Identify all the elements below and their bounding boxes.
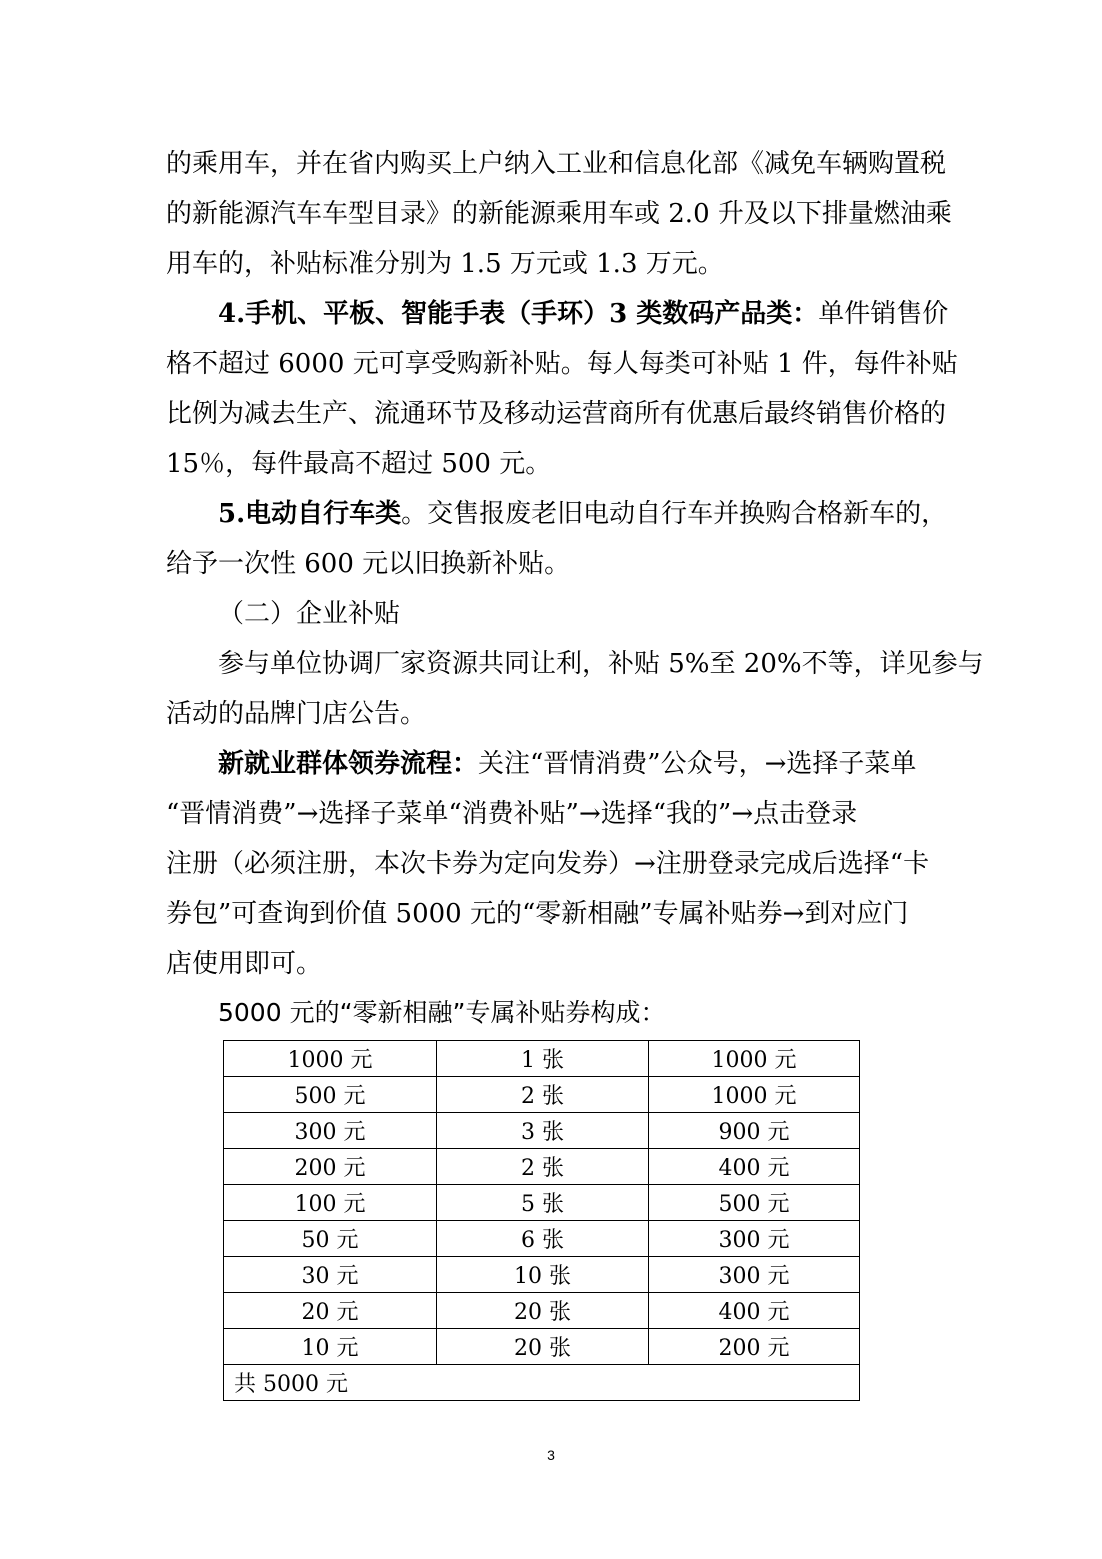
denomination-cell: 200 元 <box>224 1149 437 1185</box>
denomination-cell: 10 元 <box>224 1329 437 1365</box>
text-line: 的新能源汽车车型目录》的新能源乘用车或 2.0 升及以下排量燃油乘 <box>166 199 952 229</box>
digital-products-paragraph <box>166 289 958 489</box>
denomination-cell: 50 元 <box>224 1221 437 1257</box>
coupon-table <box>223 1040 860 1401</box>
denomination-cell: 20 元 <box>224 1293 437 1329</box>
table-row <box>224 1221 860 1257</box>
quantity-cell: 10 张 <box>437 1257 649 1293</box>
text-line: 注册（必须注册，本次卡券为定向发券）→注册登录完成后选择“卡 <box>166 849 930 879</box>
text-line: “晋情消费”→选择子菜单“消费补贴”→选择“我的”→点击登录 <box>166 799 858 829</box>
table-row <box>224 1293 860 1329</box>
text-line <box>166 739 936 789</box>
table-caption: 5000 元的“零新相融”专属补贴券构成： <box>218 998 666 1027</box>
table-row <box>224 1113 860 1149</box>
denomination-cell: 500 元 <box>224 1077 437 1113</box>
text-fragment: 参与单位协调厂家资源共同让利，补贴 5%至 20%不等，详见参与 <box>218 649 984 679</box>
quantity-cell: 1 张 <box>437 1041 649 1077</box>
table-row <box>224 1329 860 1365</box>
table-row <box>224 1185 860 1221</box>
text-line: 给予一次性 600 元以旧换新补贴。 <box>166 549 571 579</box>
table-total-row <box>224 1365 860 1401</box>
text-line: 用车的，补贴标准分别为 1.5 万元或 1.3 万元。 <box>166 249 724 279</box>
subtotal-cell: 300 元 <box>649 1221 860 1257</box>
text-line: 券包”可查询到价值 5000 元的“零新相融”专属补贴券→到对应门 <box>166 899 909 929</box>
text-fragment: 单件销售价 <box>818 299 949 329</box>
subtotal-cell: 500 元 <box>649 1185 860 1221</box>
quantity-cell: 3 张 <box>437 1113 649 1149</box>
text-line: 15％，每件最高不超过 500 元。 <box>166 449 552 479</box>
text-fragment: 。交售报废老旧电动自行车并换购合格新车的， <box>401 499 948 529</box>
ebike-paragraph <box>166 489 948 589</box>
quantity-cell: 5 张 <box>437 1185 649 1221</box>
table-row <box>224 1149 860 1185</box>
subtotal-cell: 400 元 <box>649 1149 860 1185</box>
text-line <box>166 489 948 539</box>
quantity-cell: 2 张 <box>437 1077 649 1113</box>
ebike-heading: 5.电动自行车类 <box>218 499 402 529</box>
text-line <box>166 639 984 689</box>
total-cell: 共 5000 元 <box>224 1365 860 1401</box>
subtotal-cell: 400 元 <box>649 1293 860 1329</box>
car-subsidy-paragraph <box>166 139 952 289</box>
denomination-cell: 30 元 <box>224 1257 437 1293</box>
denomination-cell: 300 元 <box>224 1113 437 1149</box>
quantity-cell: 6 张 <box>437 1221 649 1257</box>
subtotal-cell: 900 元 <box>649 1113 860 1149</box>
enterprise-subsidy-heading <box>166 589 936 639</box>
text-line: 店使用即可。 <box>166 949 323 979</box>
text-line: 的乘用车，并在省内购买上户纳入工业和信息化部《减免车辆购置税 <box>166 149 947 179</box>
page-number: 3 <box>547 1447 555 1463</box>
text-line <box>166 589 936 639</box>
enterprise-subsidy-paragraph <box>166 639 984 739</box>
digital-products-heading: 4.手机、平板、智能手表（手环）3 类数码产品类： <box>218 299 819 329</box>
section-heading: （二）企业补贴 <box>218 599 401 629</box>
subtotal-cell: 1000 元 <box>649 1077 860 1113</box>
text-line: 活动的品牌门店公告。 <box>166 699 427 729</box>
subtotal-cell: 200 元 <box>649 1329 860 1365</box>
coupon-process-heading: 新就业群体领券流程： <box>218 749 479 779</box>
subtotal-cell: 1000 元 <box>649 1041 860 1077</box>
text-line: 比例为减去生产、流通环节及移动运营商所有优惠后最终销售价格的 <box>166 399 947 429</box>
text-fragment: 关注“晋情消费”公众号，→选择子菜单 <box>478 749 917 779</box>
denomination-cell: 1000 元 <box>224 1041 437 1077</box>
quantity-cell: 20 张 <box>437 1329 649 1365</box>
quantity-cell: 2 张 <box>437 1149 649 1185</box>
table-row <box>224 1041 860 1077</box>
coupon-process-paragraph <box>166 739 936 989</box>
text-line <box>166 289 949 339</box>
coupon-table-body <box>224 1041 860 1401</box>
table-row <box>224 1257 860 1293</box>
text-line: 格不超过 6000 元可享受购新补贴。每人每类可补贴 1 件，每件补贴 <box>166 349 958 379</box>
denomination-cell: 100 元 <box>224 1185 437 1221</box>
table-row <box>224 1077 860 1113</box>
quantity-cell: 20 张 <box>437 1293 649 1329</box>
subtotal-cell: 300 元 <box>649 1257 860 1293</box>
